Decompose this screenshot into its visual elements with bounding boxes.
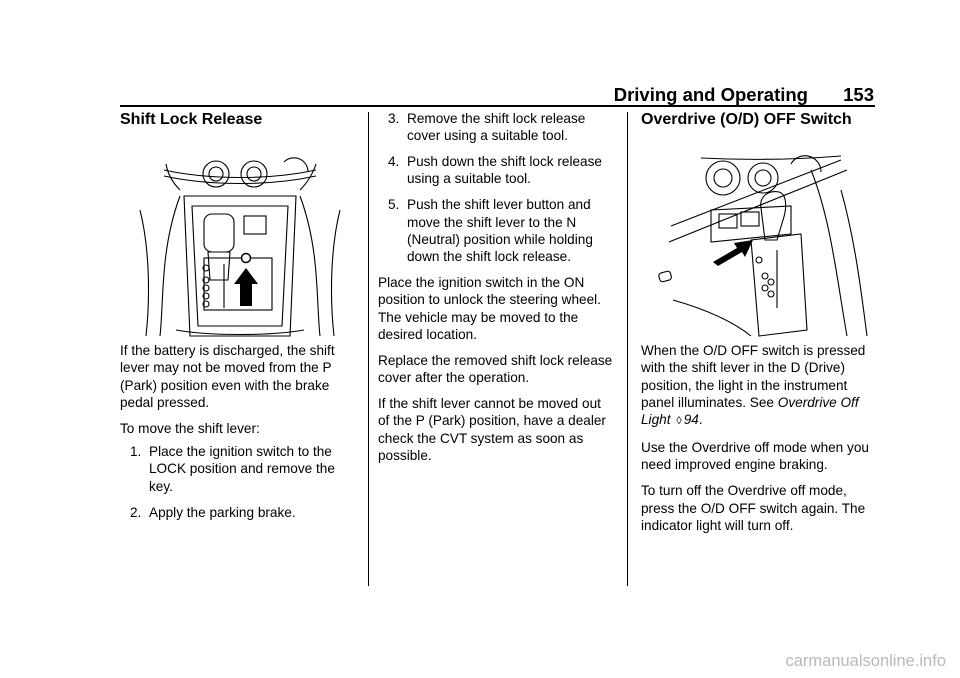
list-item [378, 110, 614, 145]
step-number: 5. [388, 197, 400, 213]
column-divider-1 [368, 112, 369, 586]
step-number: 4. [388, 154, 400, 170]
overdrive-off-light-link[interactable]: Overdrive Off Light [641, 394, 859, 428]
page-number: 153 [843, 84, 874, 105]
move-lever-intro: To move the shift lever: [120, 420, 260, 436]
dealer-check-paragraph: If the shift lever cannot be moved out of the P (Park) position, have a dealer check the CVT system as soon as possible. [378, 396, 606, 464]
list-item [378, 153, 614, 188]
steps-list-1 [120, 443, 356, 521]
engine-braking-paragraph: Use the Overdrive off mode when you need improved engine braking. [641, 440, 869, 473]
list-item [378, 196, 614, 265]
watermark: carmanualsonline.info [785, 652, 946, 670]
step-number: 1. [130, 444, 142, 460]
header-rule [120, 105, 875, 107]
column-3 [641, 110, 877, 543]
column-2 [378, 110, 614, 473]
od-off-paragraph [641, 342, 877, 430]
step-number: 2. [130, 504, 142, 520]
ignition-on-paragraph: Place the ignition switch in the ON position to unlock the steering wheel. The vehicle may be moved to the desired location. [378, 275, 601, 343]
sentence-end: . [698, 412, 703, 428]
list-item [120, 504, 356, 521]
od-off-text: When the O/D OFF switch is pressed with the shift lever in the D (Drive) position, the light in the instrument panel illuminates. See [641, 343, 866, 410]
step-text: Place the ignition switch to the LOCK position and remove the key. [149, 444, 335, 494]
list-item [120, 443, 356, 495]
shift-lock-release-illustration [120, 130, 356, 342]
replace-cover-paragraph: Replace the removed shift lock release cover after the operation. [378, 352, 613, 386]
steps-list-2 [378, 110, 614, 266]
section-title: Driving and Operating [613, 84, 808, 105]
overdrive-heading: Overdrive (O/D) OFF Switch [641, 111, 852, 128]
step-text: Push down the shift lock release using a suitable tool. [407, 154, 602, 187]
xref-page-number[interactable]: 94 [683, 412, 699, 428]
overdrive-switch-illustration [641, 130, 877, 342]
step-text: Remove the shift lock release cover using a suitable tool. [407, 111, 586, 144]
turn-off-paragraph: To turn off the Overdrive off mode, press the O/D OFF switch again. The indicator light will turn off. [641, 483, 866, 533]
page-header [614, 84, 874, 106]
xref-arrow-icon: ◊ [676, 415, 682, 428]
battery-paragraph: If the battery is discharged, the shift lever may not be moved from the P (Park) position even with the brake pedal pressed. [120, 343, 335, 410]
column-divider-2 [627, 112, 628, 586]
shift-lock-release-heading: Shift Lock Release [120, 111, 263, 128]
step-number: 3. [388, 111, 400, 126]
step-text: Apply the parking brake. [149, 504, 296, 520]
step-text: Push the shift lever button and move the shift lever to the N (Neutral) position while holding down the shift lock release. [407, 197, 593, 265]
column-1 [120, 110, 356, 529]
